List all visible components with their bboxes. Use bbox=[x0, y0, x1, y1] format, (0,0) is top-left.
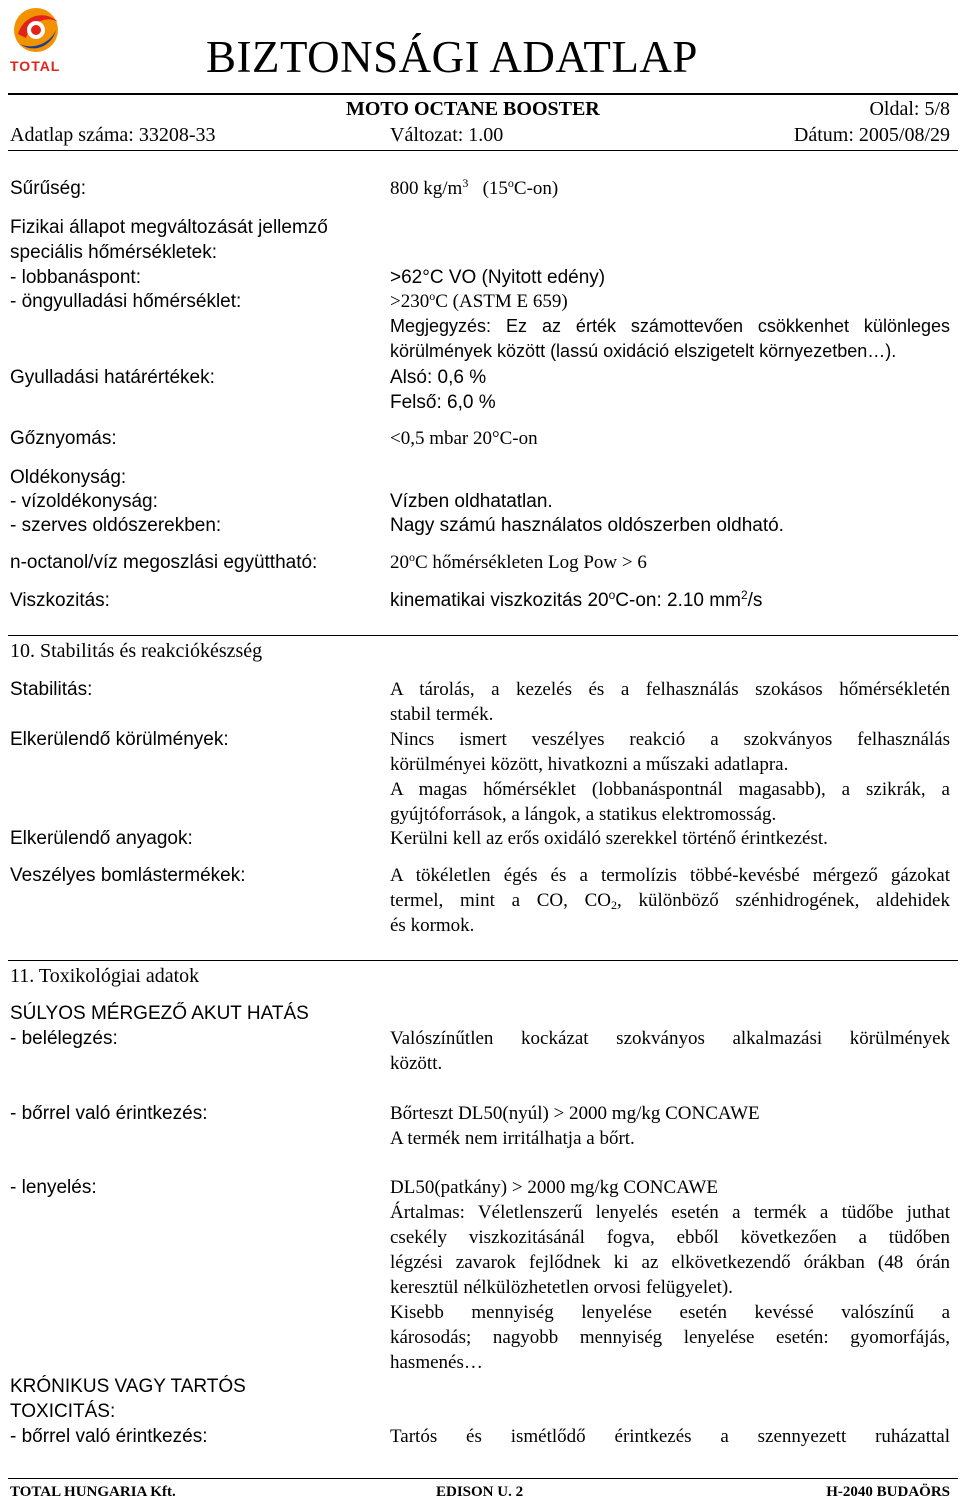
section10-title: 10. Stabilitás és reakciókészség bbox=[10, 640, 263, 662]
water-solubility-label: - vízoldékonyság: bbox=[10, 491, 158, 512]
version: Változat: 1.00 bbox=[390, 124, 504, 146]
section11-rule bbox=[8, 960, 958, 961]
product-name: MOTO OCTANE BOOSTER bbox=[346, 98, 600, 120]
brand-name: TOTAL bbox=[10, 58, 61, 74]
sheet-number: Adatlap száma: 33208-33 bbox=[10, 124, 216, 146]
flash-point-value: >62°C VO (Nyitott edény) bbox=[390, 267, 606, 288]
water-solubility-value: Vízben oldhatatlan. bbox=[390, 491, 553, 512]
footer-city: H-2040 BUDAÖRS bbox=[826, 1484, 950, 1500]
page-number: Oldal: 5/8 bbox=[869, 98, 950, 120]
acute-heading: SÚLYOS MÉRGEZŐ AKUT HATÁS bbox=[10, 1003, 309, 1024]
viscosity-value: kinematikai viszkozitás 20$^o$C-on: 2.10 $mm^2/s$ bbox=[390, 588, 763, 611]
autoignition-label: - öngyulladási hőmérséklet: bbox=[10, 291, 242, 312]
flash-point-label: - lobbanáspont: bbox=[10, 267, 141, 288]
density-label: Sűrűség: bbox=[10, 178, 87, 199]
header-rule bbox=[8, 93, 958, 95]
footer-street: EDISON U. 2 bbox=[436, 1484, 524, 1500]
subheader-rule bbox=[8, 150, 958, 151]
decomposition-label: Veszélyes bomlástermékek: bbox=[10, 865, 246, 886]
organic-solvent-label: - szerves oldószerekben: bbox=[10, 515, 222, 536]
chronic-skin-value: Tartós és ismétlődő érintkezés a szennyezett ruházattal bbox=[390, 1426, 950, 1447]
inhalation-value: Valószínűtlen kockázat szokványos alkalmazási körülmények között. bbox=[390, 1028, 950, 1074]
octanol-label: n-octanol/víz megoszlási együttható: bbox=[10, 552, 318, 573]
ingestion-label: - lenyelés: bbox=[10, 1177, 97, 1198]
vapor-pressure-value: <0,5 mbar 20°C-on bbox=[390, 428, 538, 449]
avoid-materials-label: Elkerülendő anyagok: bbox=[10, 828, 193, 849]
avoid-conditions-label: Elkerülendő körülmények: bbox=[10, 729, 229, 750]
ingestion-value: DL50(patkány) > 2000 mg/kg CONCAWE Ártalmas: Véletlenszerű lenyelés esetén a termék a tüdőbe juthat csekély viszkozitásánál fogva, ebből következően a tüdőben légzési zavarok fejlődnek ki az elkövetkezendő órákban (48 órán keresztül nélkülözhetetlen orvosi felügyelet). Kisebb mennyiség lenyelése esetén kevéssé valószínű a károsodás; nagyobb mennyiség lenyelése esetén: gyomorfájás, hasmenés… bbox=[390, 1177, 950, 1373]
footer-company: TOTAL HUNGARIA Kft. bbox=[10, 1484, 176, 1500]
inhalation-label: - belélegzés: bbox=[10, 1028, 118, 1049]
organic-solvent-value: Nagy számú használatos oldószerben oldható. bbox=[390, 515, 784, 536]
date: Dátum: 2005/08/29 bbox=[793, 124, 950, 146]
section11-title: 11. Toxikológiai adatok bbox=[10, 965, 200, 987]
footer-rule bbox=[8, 1478, 958, 1479]
octanol-value: 20$^o$C hőmérsékleten Log Pow > 6 bbox=[390, 550, 647, 573]
chronic-skin-label: - bőrrel való érintkezés: bbox=[10, 1426, 208, 1447]
autoignition-note: Megjegyzés: Ez az érték számottevően csökkenhet különleges körülmények között (lassú oxidáció elszigetelt környezetben…). bbox=[390, 316, 950, 361]
chronic-heading: KRÓNIKUS VAGY TARTÓS TOXICITÁS: bbox=[10, 1376, 246, 1422]
section10-rule bbox=[8, 635, 958, 636]
density-value: 800 $kg/m^3$ (15$^o$C-on) bbox=[390, 176, 559, 199]
autoignition-value: $>230^oC$ (ASTM E 659) bbox=[390, 289, 568, 312]
solubility-label: Oldékonyság: bbox=[10, 467, 127, 488]
vapor-pressure-label: Gőznyomás: bbox=[10, 428, 117, 449]
skin-contact-value: Bőrteszt DL50(nyúl) > 2000 mg/kg CONCAWE A termék nem irritálhatja a bőrt. bbox=[390, 1103, 760, 1149]
flammability-values: Alsó: 0,6 % Felső: 6,0 % bbox=[390, 367, 496, 413]
total-logo bbox=[6, 4, 70, 76]
avoid-conditions-value: Nincs ismert veszélyes reakció a szokványos felhasználás körülményei között, hivatkozni a műszaki adatlapra. A magas hőmérséklet (lobbanáspontnál magasabb), a szikrák, a gyújtóforrások, a lángok, a statikus elektromosság. bbox=[390, 729, 950, 825]
stability-value: A tárolás, a kezelés és a felhasználás szokásos hőmérsékletén stabil termék. bbox=[390, 679, 950, 725]
document-title: BIZTONSÁGI ADATLAP bbox=[206, 32, 698, 82]
viscosity-label: Viszkozitás: bbox=[10, 590, 110, 611]
stability-label: Stabilitás: bbox=[10, 679, 93, 700]
flammability-label: Gyulladási határértékek: bbox=[10, 367, 215, 388]
phys-state-label: Fizikai állapot megváltozását jellemző speciális hőmérsékletek: bbox=[10, 217, 328, 263]
decomposition-value: A tökéletlen égés és a termolízis többé-kevésbé mérgező gázokat termel, mint a CO, $CO_2$, különböző szénhidrogének, aldehidek és kormok. bbox=[390, 865, 950, 936]
avoid-materials-value: Kerülni kell az erős oxidáló szerekkel történő érintkezést. bbox=[390, 828, 828, 849]
skin-contact-label: - bőrrel való érintkezés: bbox=[10, 1103, 208, 1124]
